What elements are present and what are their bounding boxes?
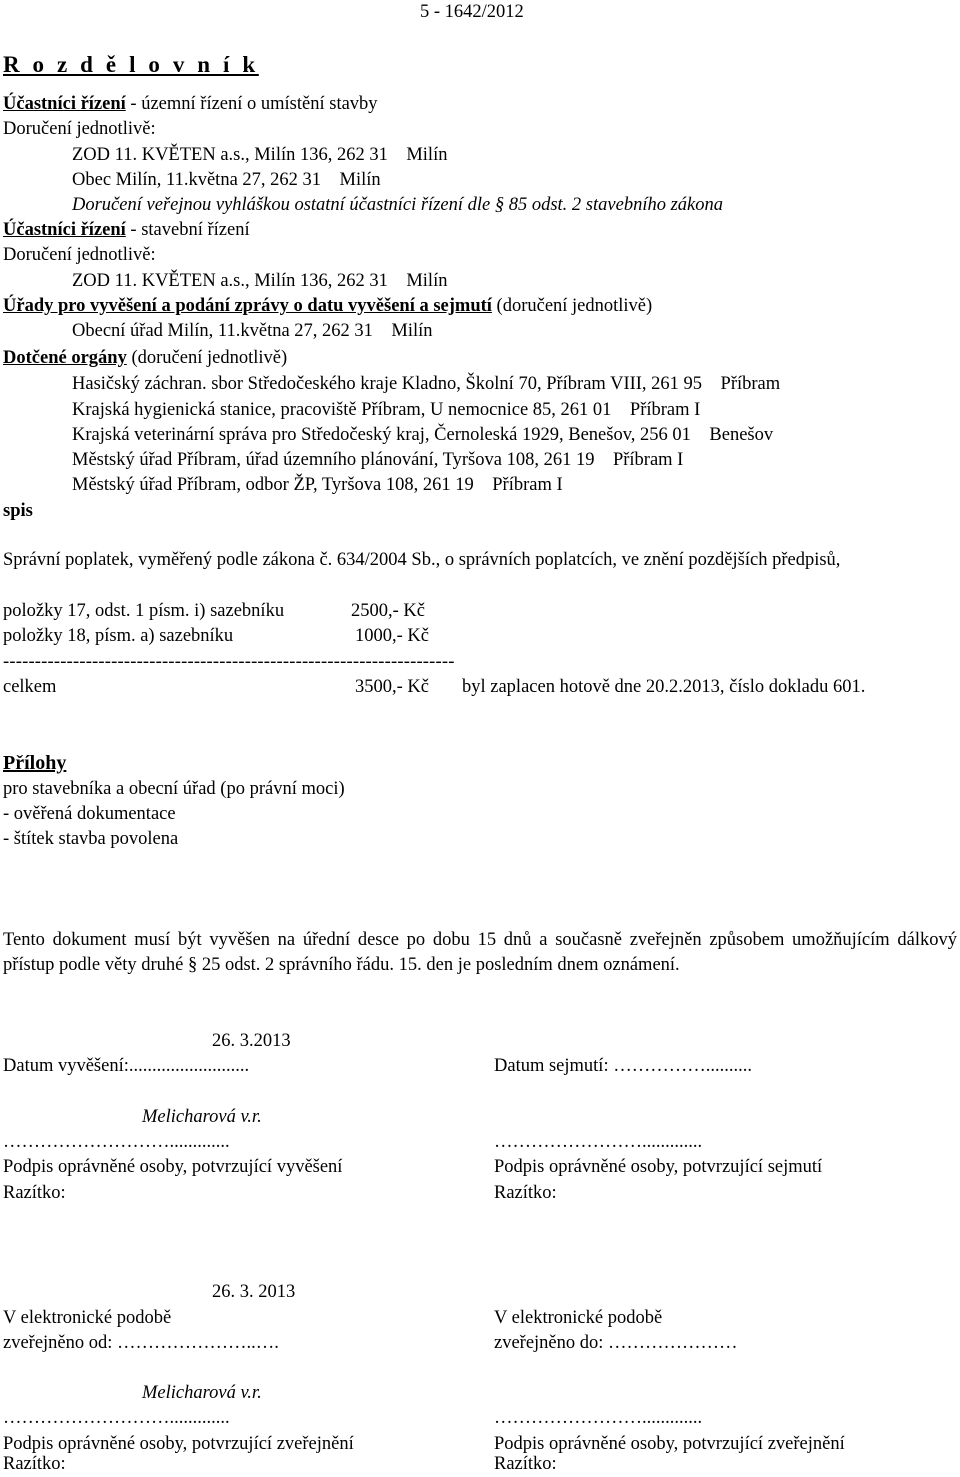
published-to-label: zveřejněno do: ………………… bbox=[494, 1333, 738, 1353]
recipient-line: Obec Milín, 11.května 27, 262 31 Milín bbox=[72, 170, 381, 190]
recipient-line: Městský úřad Příbram, úřad územního plánování, Tyršova 108, 261 19 Příbram I bbox=[72, 450, 684, 470]
posted-date-label: Datum vyvěšení:.......................... bbox=[3, 1056, 250, 1076]
recipient-line: Městský úřad Příbram, odbor ŽP, Tyršova 108, 261 19 Příbram I bbox=[72, 475, 563, 495]
section1-heading: Účastníci řízení - územní řízení o umístění stavby bbox=[3, 94, 378, 114]
removed-date-label: Datum sejmutí: …………….......... bbox=[494, 1056, 752, 1076]
recipient-line: Krajská veterinární správa pro Středočeský kraj, Černoleská 1929, Benešov, 256 01 Benešov bbox=[72, 425, 774, 445]
posting-date-handwritten: 26. 3.2013 bbox=[212, 1031, 291, 1051]
fee-row2-label: položky 18, písm. a) sazebníku bbox=[3, 626, 234, 646]
attachment-line: pro stavebníka a obecní úřad (po právní moci) bbox=[3, 779, 345, 799]
published-from-label: zveřejněno od: …………………..…. bbox=[3, 1333, 279, 1353]
signature-dots: ………………………............. bbox=[3, 1132, 230, 1152]
signature-dots: ……………………............. bbox=[494, 1408, 703, 1428]
document-number: 5 - 1642/2012 bbox=[420, 2, 524, 22]
signature-dots: ………………………............. bbox=[3, 1408, 230, 1428]
fee-row2-value: 1000,- Kč bbox=[355, 626, 429, 646]
recipient-line: ZOD 11. KVĚTEN a.s., Milín 136, 262 31 Milín bbox=[72, 145, 448, 165]
recipient-line: Obecní úřad Milín, 11.května 27, 262 31 Milín bbox=[72, 321, 433, 341]
section2-heading: Účastníci řízení - stavební řízení bbox=[3, 220, 250, 240]
signature-caption: Podpis oprávněné osoby, potvrzující zveřejnění bbox=[494, 1434, 845, 1454]
electronic-date-handwritten: 26. 3. 2013 bbox=[212, 1282, 296, 1302]
spis-label: spis bbox=[3, 501, 33, 521]
fee-row1-value: 2500,- Kč bbox=[351, 601, 425, 621]
fee-total-note: byl zaplacen hotově dne 20.2.2013, číslo dokladu 601. bbox=[462, 677, 866, 697]
fee-intro: Správní poplatek, vyměřený podle zákona č. 634/2004 Sb., o správních poplatcích, ve znění pozdějších předpisů, bbox=[3, 550, 841, 570]
electronic-label: V elektronické podobě bbox=[3, 1308, 172, 1328]
fee-total-value: 3500,- Kč bbox=[355, 677, 429, 697]
stamp-label: Razítko: bbox=[3, 1454, 66, 1474]
section1-delivery: Doručení jednotlivě: bbox=[3, 119, 156, 139]
stamp-label: Razítko: bbox=[3, 1183, 66, 1203]
attachments-heading: Přílohy bbox=[3, 752, 67, 774]
fee-total-label: celkem bbox=[3, 677, 57, 697]
fee-separator: ----------------------------------------------------------------------- bbox=[3, 652, 455, 672]
recipient-line: Krajská hygienická stanice, pracoviště Příbram, U nemocnice 85, 261 01 Příbram I bbox=[72, 400, 701, 420]
section2-delivery: Doručení jednotlivě: bbox=[3, 245, 156, 265]
signer-name: Melicharová v.r. bbox=[142, 1107, 262, 1127]
section4-heading: Dotčené orgány (doručení jednotlivě) bbox=[3, 348, 288, 368]
electronic-label: V elektronické podobě bbox=[494, 1308, 663, 1328]
signature-caption: Podpis oprávněné osoby, potvrzující sejmutí bbox=[494, 1157, 823, 1177]
section3-heading: Úřady pro vyvěšení a podání zprávy o datu vyvěšení a sejmutí (doručení jednotlivě) bbox=[3, 296, 653, 316]
signature-caption: Podpis oprávněné osoby, potvrzující vyvěšení bbox=[3, 1157, 343, 1177]
recipient-line: Hasičský záchran. sbor Středočeského kraje Kladno, Školní 70, Příbram VIII, 261 95 Příbram bbox=[72, 374, 781, 394]
posting-notice: Tento dokument musí být vyvěšen na úřední desce po dobu 15 dnů a současně zveřejněn způsobem umožňujícím dálkový přístup podle věty druhé § 25 odst. 2 správního řádu. 15. den je posledním dnem oznámení. bbox=[3, 930, 957, 975]
stamp-label: Razítko: bbox=[494, 1183, 557, 1203]
document-title: R o z d ě l o v n í k bbox=[3, 52, 259, 77]
signer-name: Melicharová v.r. bbox=[142, 1383, 262, 1403]
recipient-line: ZOD 11. KVĚTEN a.s., Milín 136, 262 31 Milín bbox=[72, 271, 448, 291]
stamp-label: Razítko: bbox=[494, 1454, 557, 1474]
attachment-line: - štítek stavba povolena bbox=[3, 829, 179, 849]
signature-dots: ……………………............. bbox=[494, 1132, 703, 1152]
fee-row1-label: položky 17, odst. 1 písm. i) sazebníku bbox=[3, 601, 285, 621]
public-delivery-note: Doručení veřejnou vyhláškou ostatní účastníci řízení dle § 85 odst. 2 stavebního zákona bbox=[72, 195, 723, 215]
signature-caption: Podpis oprávněné osoby, potvrzující zveřejnění bbox=[3, 1434, 354, 1454]
attachment-line: - ověřená dokumentace bbox=[3, 804, 176, 824]
